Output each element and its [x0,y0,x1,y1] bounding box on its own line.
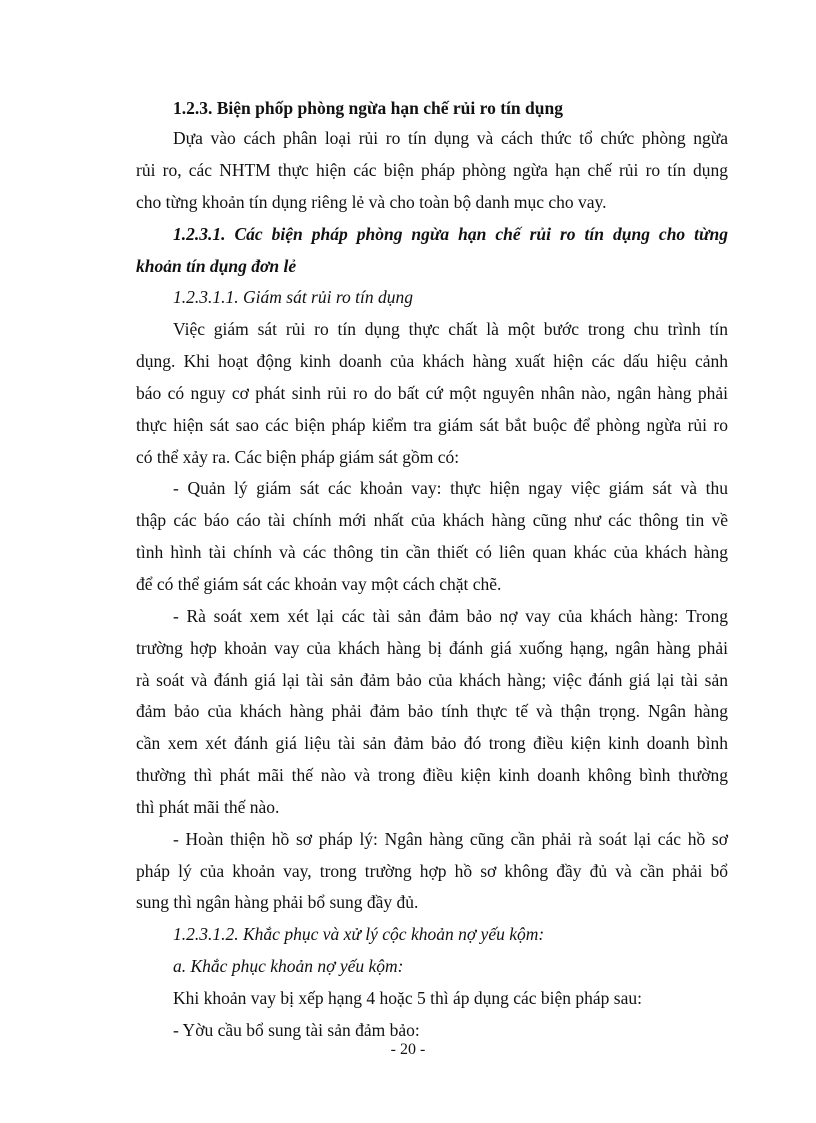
item-heading: a. Khắc phục khoản nợ yếu kộm: [173,956,404,976]
subsection-heading: khoản tín dụng đơn lẻ [136,256,297,276]
subsubsection-heading: 1.2.3.1.2. Khắc phục và xử lý cộc khoản nợ yếu kộm: [173,924,545,944]
paragraph-line: có thể xảy ra. Các biện pháp giám sát gồm có: [136,447,460,467]
paragraph-line: thập các báo cáo tài chính mới nhất của khách hàng cũng như các thông tin về [136,510,728,530]
paragraph-line: trường hợp khoản vay của khách hàng bị đánh giá xuống hạng, ngân hàng phải [136,638,728,658]
paragraph-line: sung thì ngân hàng phải bổ sung đầy đủ. [136,892,419,912]
paragraph-line: dụng. Khi hoạt động kinh doanh của khách hàng xuất hiện các dấu hiệu cảnh [136,351,728,371]
paragraph-line: tình hình tài chính và các thông tin cần thiết có liên quan khác của khách hàng [136,542,728,562]
paragraph-line: báo có nguy cơ phát sinh rủi ro do bất cứ một nguyên nhân nào, ngân hàng phải [136,383,728,403]
section-heading: 1.2.3. Biện phốp phòng ngừa hạn chế rủi ro tín dụng [173,98,563,118]
paragraph-line: để có thể giám sát các khoản vay một cách chặt chẽ. [136,574,502,594]
paragraph-line: rủi ro, các NHTM thực hiện các biện pháp phòng ngừa hạn chế rủi ro tín dụng [136,160,728,180]
paragraph-line: đảm bảo của khách hàng phải đảm bảo tính thực tế và thận trọng. Ngân hàng [136,701,728,721]
subsubsection-heading: 1.2.3.1.1. Giám sát rủi ro tín dụng [173,287,413,307]
paragraph-line: Việc giám sát rủi ro tín dụng thực chất là một bước trong chu trình tín [173,319,728,339]
paragraph-line: pháp lý của khoản vay, trong trường hợp hồ sơ không đầy đủ và cần phải bổ [136,861,728,881]
paragraph-line: rà soát và đánh giá lại tài sản đảm bảo của khách hàng; việc đánh giá lại tài sản [136,670,728,690]
paragraph-line: cần xem xét đánh giá liệu tài sản đảm bảo đó trong điều kiện kinh doanh bình [136,733,728,753]
paragraph-line: - Yờu cầu bổ sung tài sản đảm bảo: [173,1020,420,1040]
paragraph-line: - Rà soát xem xét lại các tài sản đảm bảo nợ vay của khách hàng: Trong [173,606,728,626]
paragraph-line: - Quản lý giám sát các khoản vay: thực hiện ngay việc giám sát và thu [173,478,728,498]
subsection-heading: 1.2.3.1. Các biện pháp phòng ngừa hạn chế rủi ro tín dụng cho từng [173,224,728,244]
paragraph-line: Dựa vào cách phân loại rủi ro tín dụng và cách thức tổ chức phòng ngừa [173,128,728,148]
paragraph-line: thường thì phát mãi thế nào và trong điều kiện kinh doanh không bình thường [136,765,728,785]
page-number: - 20 - [390,1041,426,1058]
paragraph-line: Khi khoản vay bị xếp hạng 4 hoặc 5 thì áp dụng các biện pháp sau: [173,988,642,1008]
paragraph-line: - Hoàn thiện hồ sơ pháp lý: Ngân hàng cũng cần phải rà soát lại các hồ sơ [173,829,728,849]
paragraph-line: thực hiện sát sao các biện pháp kiểm tra giám sát bắt buộc để phòng ngừa rủi ro [136,415,728,435]
paragraph-line: thì phát mãi thế nào. [136,797,280,817]
paragraph-line: cho từng khoản tín dụng riêng lẻ và cho toàn bộ danh mục cho vay. [136,192,607,212]
